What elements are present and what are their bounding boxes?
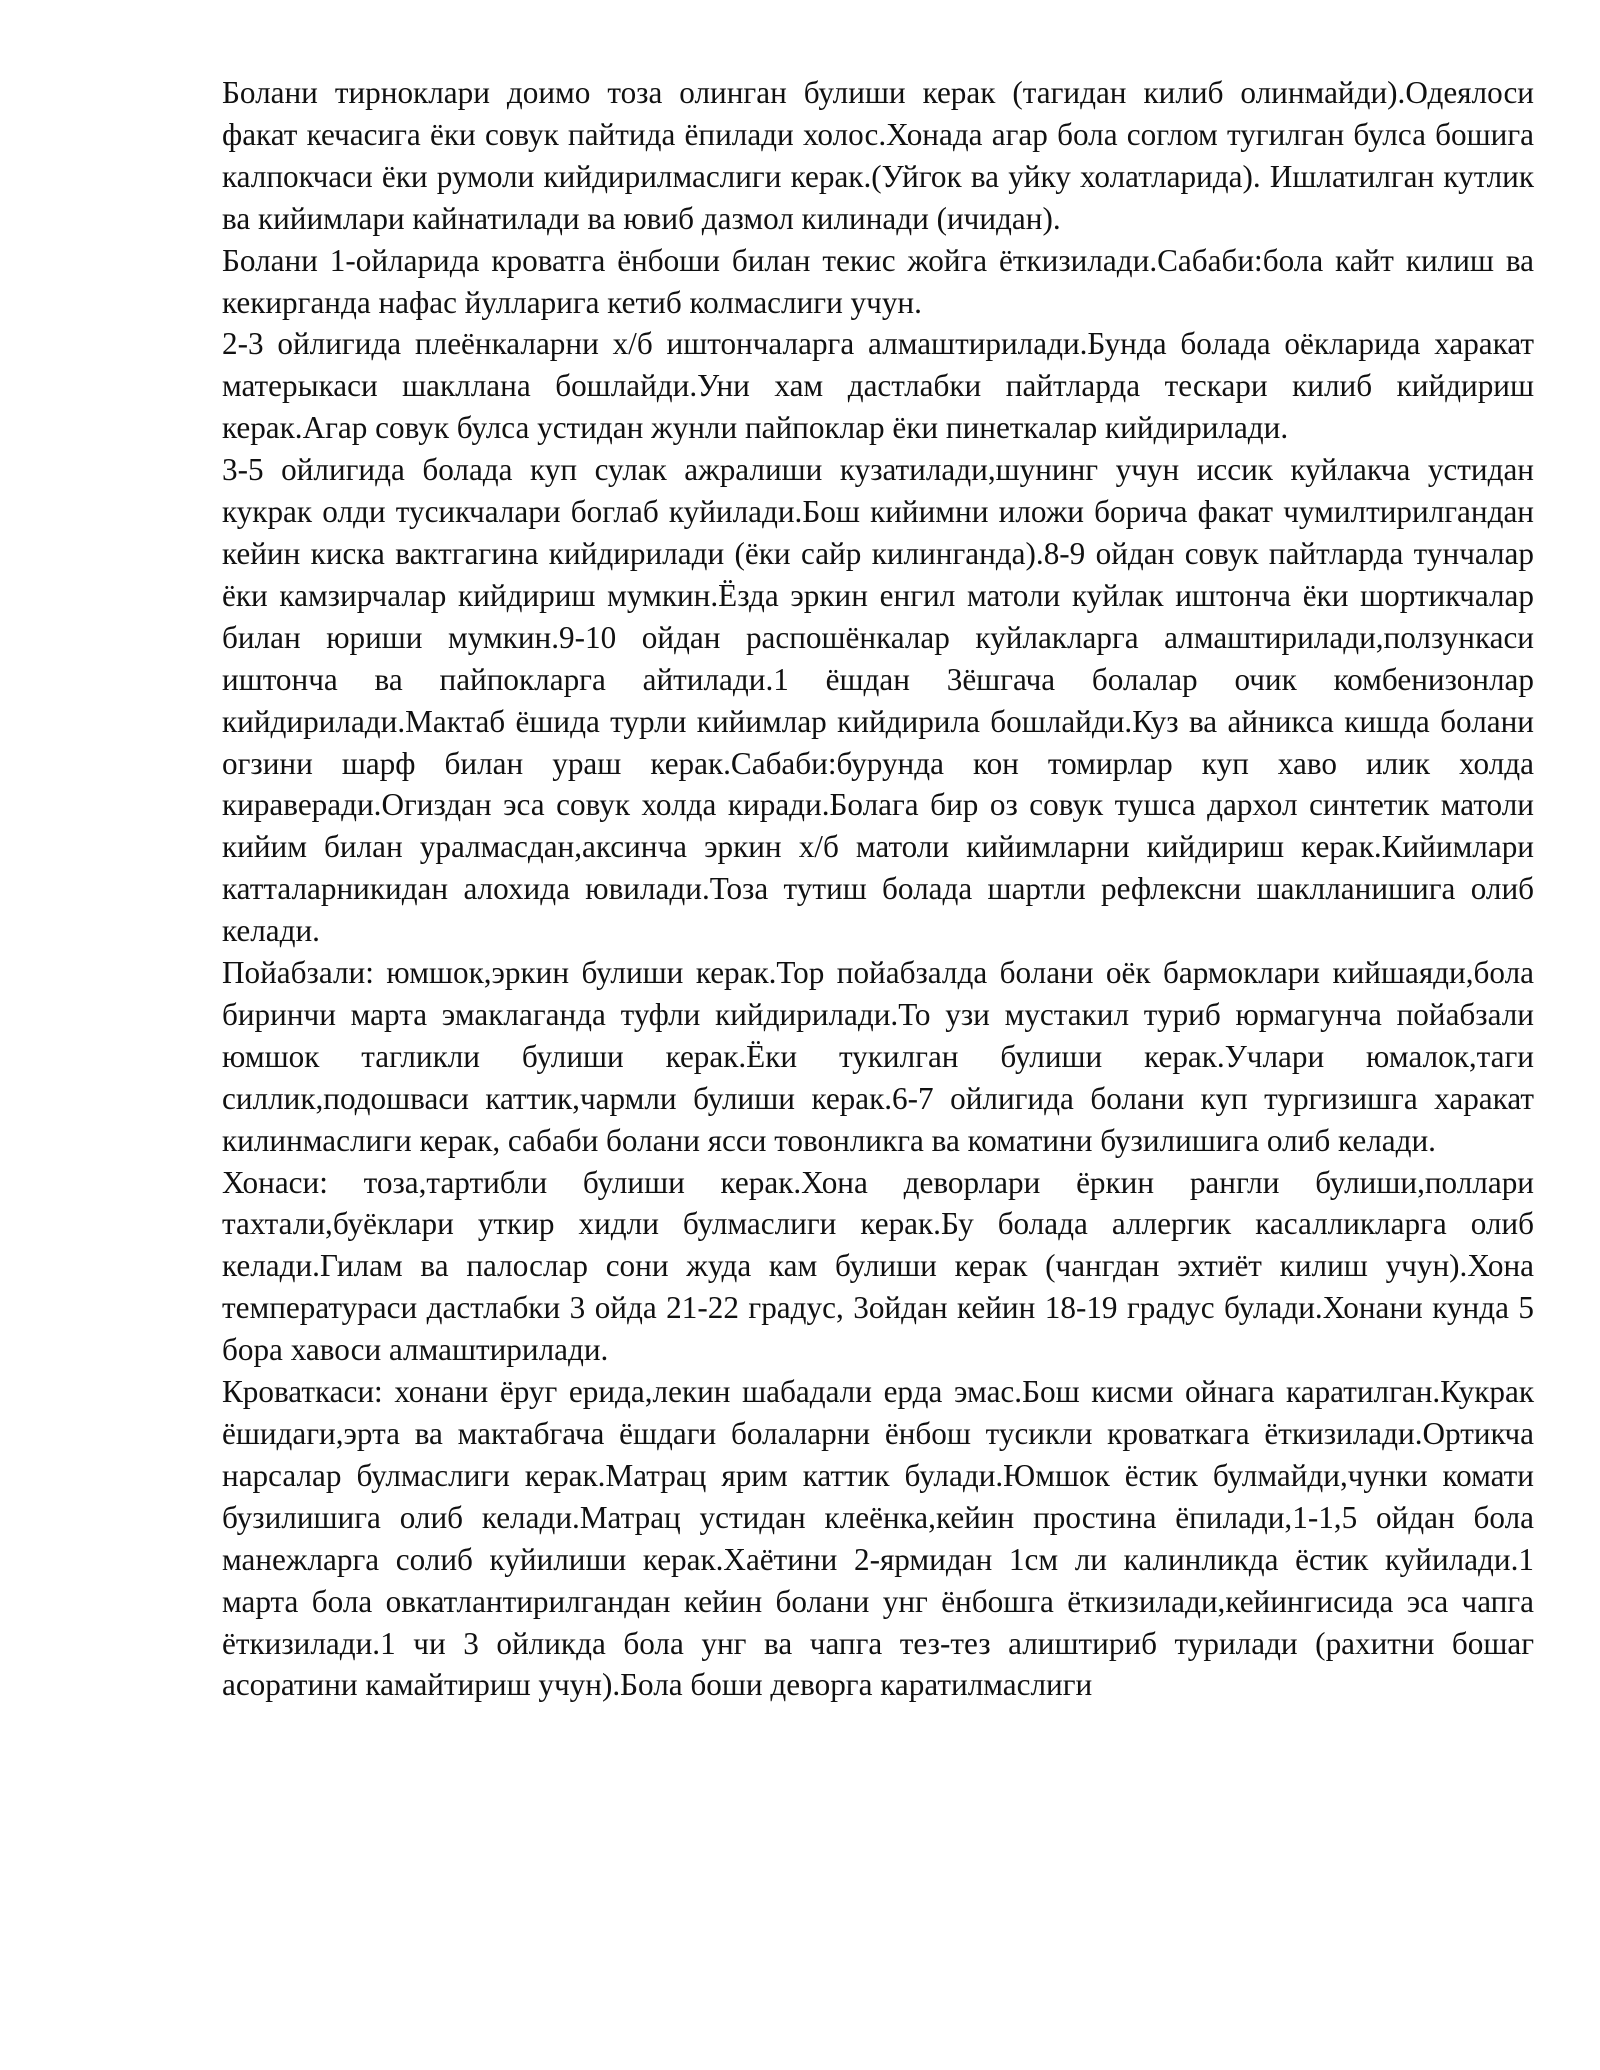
paragraph-first-months: Болани 1-ойларида кроватга ёнбоши билан текис жойга ёткизилади.Сабаби:бола кайт килиш ва кекирганда нафас йулларига кетиб колмаслиги учун.	[222, 242, 1534, 320]
paragraph-3-5-months: 3-5 ойлигида болада куп сулак ажралиши кузатилади,шунинг учун иссик куйлакча устидан кукрак олди тусикчалари боглаб куйилади.Бош кийимни иложи борича факат чумилтирилгандан кейин киска вактгагина кийдирилади (ёки сайр килинганда).8-9 ойдан совук пайтларда тунчалар ёки камзирчалар кийдириш мумкин.Ёзда эркин енгил матоли куйлак иштонча ёки шортикчалар билан юриши мумкин.9-10 ойдан распошёнкалар куйлакларга алмаштирилади,ползункаси иштонча ва пайпокларга айтилади.1 ёшдан 3ёшгача болалар очик комбенизонлар кийдирилади.Мактаб ёшида турли кийимлар кийдирила бошлайди.Куз ва айникса кишда болани огзини шарф билан ураш керак.Сабаби:бурунда кон томирлар куп хаво илик холда кираверади.Огиздан эса совук холда киради.Болага бир оз совук тушса дархол синтетик матоли кийим билан уралмасдан,аксинча эркин х/б матоли кийимларни кийдириш керак.Кийимлари катталарникидан алохида ювилади.Тоза тутиш болада шартли рефлексни шаклланишига олиб келади.	[222, 452, 1534, 949]
paragraph-crib: Кроваткаси: хонани ёруг ерида,лекин шабадали ерда эмас.Бош кисми ойнага каратилган.Кукрак ёшидаги,эрта ва мактабгача ёшдаги болаларни ёнбош тусикли кроваткага ёткизилади.Ортикча нарсалар булмаслиги керак.Матрац ярим каттик булади.Юмшок ёстик булмайди,чунки комати бузилишига олиб келади.Матрац устидан клеёнка,кейин простина ёпилади,1-1,5 ойдан бола манежларга солиб куйилиши керак.Хаётини 2-ярмидан 1см ли калинликда ёстик куйилади.1 марта бола овкатлантирилгандан кейин болани унг ёнбошга ёткизилади,кейингисида эса чапга ёткизилади.1 чи 3 ойликда бола унг ва чапга тез-тез алиштириб турилади (рахитни бошаг асоратини камайтириш учун).Бола боши деворга каратилмаслиги	[222, 1374, 1534, 1703]
document-page	[222, 72, 1534, 1706]
paragraph-footwear: Пойабзали: юмшок,эркин булиши керак.Тор пойабзалда болани оёк бармоклари кийшаяди,бола биринчи марта эмаклаганда туфли кийдирилади.То узи мустакил туриб юрмагунча пойабзали юмшок тагликли булиши керак.Ёки тукилган булиши керак.Учлари юмалок,таги силлик,подошваси каттик,чармли булиши керак.6-7 ойлигида болани куп тургизишга харакат килинмаслиги керак, сабаби болани ясси товонликга ва коматини бузилишига олиб келади.	[222, 955, 1534, 1158]
paragraph-nail-care: Болани тирноклари доимо тоза олинган булиши керак (тагидан килиб олинмайди).Одеялоси факат кечасига ёки совук пайтида ёпилади холос.Хонада агар бола соглом тугилган булса бошига калпокчаси ёки румоли кийдирилмаслиги керак.(Уйгок ва уйку холатларида). Ишлатилган кутлик ва кийимлари кайнатилади ва ювиб дазмол килинади (ичидан).	[222, 75, 1534, 236]
paragraph-room: Хонаси: тоза,тартибли булиши керак.Хона деворлари ёркин рангли булиши,поллари тахтали,буёклари уткир хидли булмаслиги керак.Бу болада аллергик касалликларга олиб келади.Гилам ва палослар сони жуда кам булиши керак (чангдан эхтиёт килиш учун).Хона температураси дастлабки 3 ойда 21-22 градус, 3ойдан кейин 18-19 градус булади.Хонани кунда 5 бора хавоси алмаштирилади.	[222, 1164, 1534, 1368]
paragraph-2-3-months: 2-3 ойлигида плеёнкаларни х/б иштончаларга алмаштирилади.Бунда болада оёкларида харакат матерыкаси шакллана бошлайди.Уни хам дастлабки пайтларда тескари килиб кийдириш керак.Агар совук булса устидан жунли пайпоклар ёки пинеткалар кийдирилади.	[222, 326, 1534, 446]
